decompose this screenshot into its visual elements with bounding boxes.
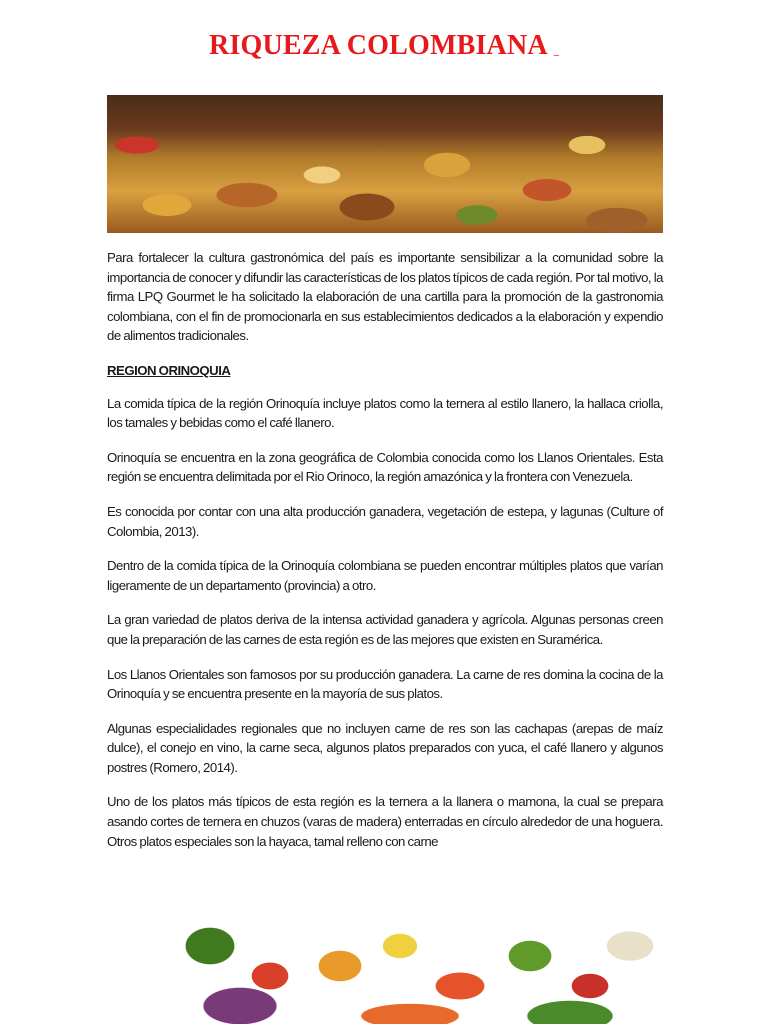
title-text: RIQUEZA COLOMBIANA [208, 30, 548, 61]
paragraph: Dentro de la comida típica de la Orinoquía colombiana se pueden encontrar múltiples platos que varían ligeramente de un departamento (provincia) a otro. [107, 558, 663, 593]
intro-paragraph: Para fortalecer la cultura gastronómica del país es importante sensibilizar a la comunidad sobre la importancia de conocer y difundir las características de los platos típicos de cada región. Por tal motivo, la firma LPQ Gourmet le ha solicitado la elaboración de una cartilla para la promoción de la gastronomia colombiana, con el fin de promocionarla en sus establecimientos dedicados a la elaboración y expendio de alimentos tradicionales. [107, 250, 663, 344]
paragraph: Orinoquía se encuentra en la zona geográfica de Colombia conocida como los Llanos Orientales. Esta región se encuentra delimitada por el Rio Orinoco, la región amazónica y la frontera con Venezuela. [107, 449, 663, 485]
paragraph: Uno de los platos más típicos de esta región es la ternera a la llanera o mamona, la cual se prepara asando cortes de ternera en chuzos (varas de madera) enterradas en círculo alrededor de una hoguera. Otros platos especiales son la hayaca, tamal relleno con carne [107, 794, 663, 849]
paragraph: Algunas especialidades regionales que no incluyen carne de res son las cachapas (arepas de maíz dulce), el conejo en vino, la carne seca, algunos platos preparados con yuca, el café llanero y algunos postres (Romero, 2014). [107, 720, 663, 775]
document-title [0, 30, 768, 62]
title-suffix: _ [553, 46, 560, 57]
paragraph: La gran variedad de platos deriva de la intensa actividad ganadera y agrícola. Algunas personas creen que la preparación de las carnes de esta región es de las mejores que existen en Suramérica. [107, 612, 663, 647]
vegetables-image [150, 906, 670, 1024]
section-heading: REGION ORINOQUIA [107, 362, 231, 378]
document-body [107, 248, 663, 866]
food-table-image [107, 95, 663, 233]
paragraph: Los Llanos Orientales son famosos por su producción ganadera. La carne de res domina la cocina de la Orinoquía y se encuentra presente en la mayoría de sus platos. [107, 666, 663, 702]
paragraph: La comida típica de la región Orinoquía incluye platos como la ternera al estilo llanero, la hallaca criolla, los tamales y bebidas como el café llanero. [107, 395, 663, 431]
paragraph: Es conocida por contar con una alta producción ganadera, vegetación de estepa, y lagunas (Culture of Colombia, 2013). [107, 503, 663, 539]
